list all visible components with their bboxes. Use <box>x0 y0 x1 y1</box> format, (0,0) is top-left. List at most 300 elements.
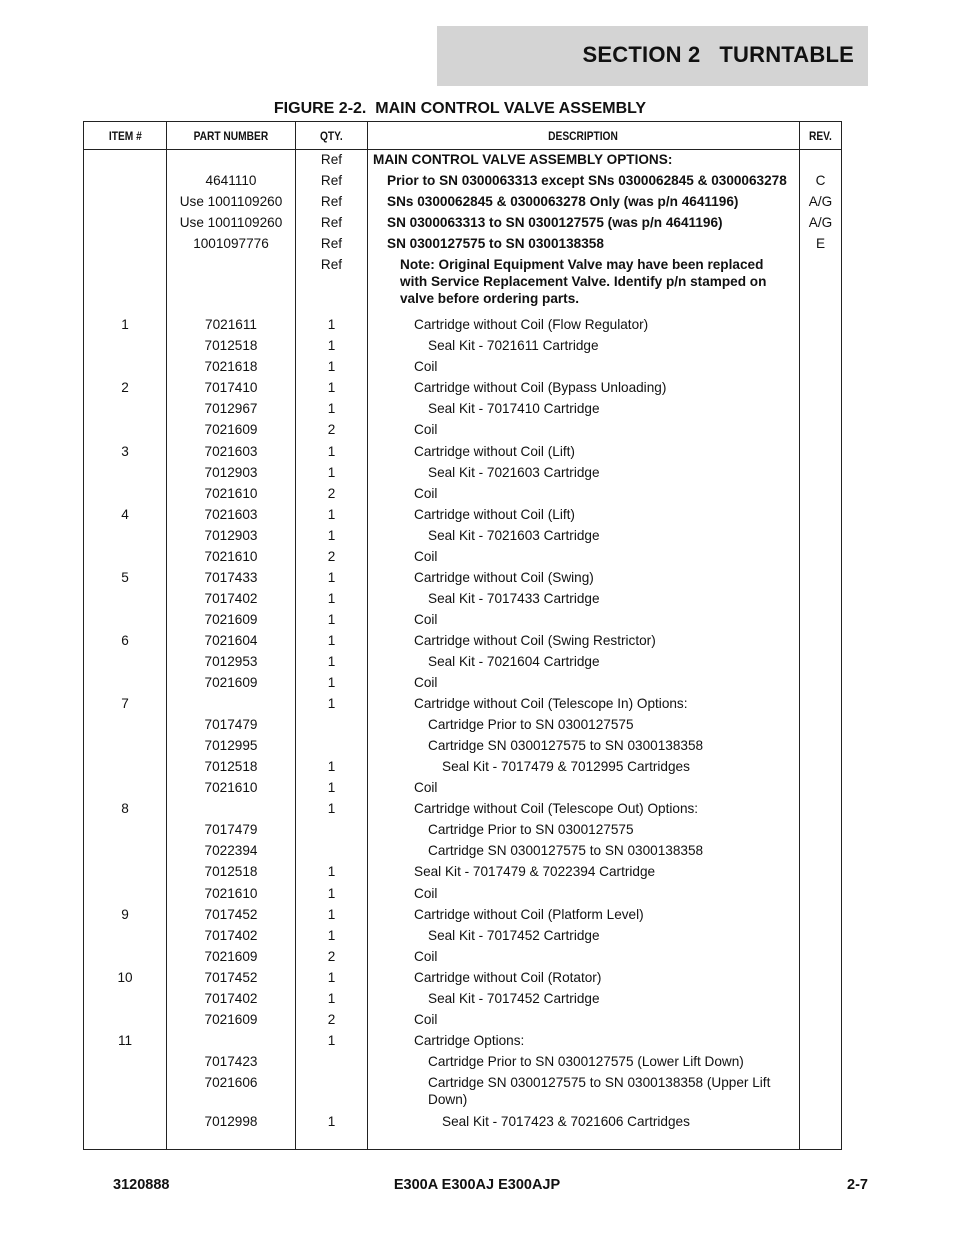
part-number-cell-text: 7021611 <box>205 317 257 333</box>
item-number-cell <box>84 526 167 547</box>
description-cell-text: Cartridge SN 0300127575 to SN 0300138358 <box>428 738 704 754</box>
revision-cell-text <box>800 610 841 613</box>
revision-cell-text <box>800 694 841 697</box>
item-number-cell-text: 1 <box>121 317 129 333</box>
item-number-cell <box>84 736 167 757</box>
table-row <box>84 399 842 420</box>
description-cell <box>368 589 800 610</box>
description-cell-text: Note: Original Equipment Valve may have been replaced with Service Replacement Valve. Identify p/n stamped on valve before ordering parts. <box>400 257 767 307</box>
item-number-cell-text <box>84 484 166 487</box>
table-row <box>84 884 842 905</box>
description-cell <box>368 989 800 1010</box>
part-number-cell-text: 7012903 <box>204 464 258 480</box>
part-number-cell <box>167 589 296 610</box>
quantity-cell <box>296 652 368 673</box>
description-cell-text: Cartridge Prior to SN 0300127575 (Lower Lift Down) <box>428 1053 744 1069</box>
table-row <box>84 947 842 968</box>
item-number-cell-text: 4 <box>121 506 129 522</box>
part-number-cell-text: 7021610 <box>204 485 258 501</box>
item-number-cell <box>84 589 167 610</box>
quantity-cell <box>296 989 368 1010</box>
footer-models: E300A E300AJ E300AJP <box>393 1177 561 1193</box>
description-cell-text: SNs 0300062845 & 0300063278 Only (was p/n 4641196) <box>387 194 739 210</box>
part-number-cell <box>167 526 296 547</box>
part-number-cell-text: 7012967 <box>204 401 258 417</box>
table-row <box>84 1073 842 1112</box>
description-cell <box>368 673 800 694</box>
part-number-cell <box>167 673 296 694</box>
part-number-cell <box>167 1010 296 1031</box>
quantity-cell <box>296 884 368 905</box>
part-number-cell <box>167 736 296 757</box>
part-number-cell <box>167 315 296 336</box>
description-cell <box>368 463 800 484</box>
part-number-cell <box>167 715 296 736</box>
table-row <box>84 505 842 526</box>
quantity-cell-text: 1 <box>327 969 336 985</box>
table-row <box>84 150 842 172</box>
quantity-cell-text <box>296 1073 367 1076</box>
part-number-cell-text: 7017402 <box>204 990 258 1006</box>
table-row <box>84 799 842 820</box>
quantity-cell <box>296 505 368 526</box>
quantity-cell <box>296 1031 368 1052</box>
parts-table-body <box>84 150 842 1150</box>
item-number-cell <box>84 234 167 255</box>
quantity-cell <box>296 171 368 192</box>
part-number-cell-text: 7017402 <box>204 927 258 943</box>
part-number-cell <box>167 926 296 947</box>
revision-cell <box>800 926 842 947</box>
part-number-cell <box>167 484 296 505</box>
table-row <box>84 526 842 547</box>
quantity-cell <box>296 862 368 883</box>
revision-cell-text <box>800 862 841 865</box>
part-number-cell-text <box>167 1031 295 1034</box>
description-cell-text: Cartridge Prior to SN 0300127575 <box>428 717 634 733</box>
description-cell <box>368 336 800 357</box>
column-header-item: ITEM # <box>84 122 167 150</box>
description-cell <box>368 862 800 883</box>
part-number-cell <box>167 1031 296 1052</box>
revision-cell <box>800 315 842 336</box>
footer-page-number: 2-7 <box>847 1177 868 1193</box>
item-number-cell <box>84 1073 167 1112</box>
description-cell-text: Seal Kit - 7017410 Cartridge <box>428 401 600 417</box>
description-cell <box>368 652 800 673</box>
item-number-cell-text <box>84 757 166 760</box>
part-number-cell <box>167 905 296 926</box>
revision-cell-text: A/G <box>808 194 833 210</box>
table-row <box>84 841 842 862</box>
revision-cell <box>800 1052 842 1073</box>
table-row <box>84 420 842 441</box>
item-number-cell-text <box>84 192 166 195</box>
revision-cell <box>800 505 842 526</box>
revision-cell <box>800 255 842 312</box>
part-number-cell <box>167 357 296 378</box>
part-number-cell <box>167 1052 296 1073</box>
description-cell <box>368 1010 800 1031</box>
quantity-cell <box>296 420 368 441</box>
item-number-cell <box>84 213 167 234</box>
description-cell <box>368 484 800 505</box>
item-number-cell <box>84 484 167 505</box>
item-number-cell <box>84 357 167 378</box>
item-number-cell <box>84 399 167 420</box>
quantity-cell-text: Ref <box>320 215 343 231</box>
description-cell <box>368 905 800 926</box>
item-number-cell <box>84 631 167 652</box>
item-number-cell-text: 6 <box>121 632 129 648</box>
revision-cell-text <box>800 547 841 550</box>
revision-cell <box>800 213 842 234</box>
revision-cell-text <box>800 255 841 258</box>
quantity-cell-text: 2 <box>327 485 336 501</box>
part-number-cell <box>167 213 296 234</box>
revision-cell-text <box>800 947 841 950</box>
table-row <box>84 1031 842 1052</box>
part-number-cell-text: 7021606 <box>204 1074 258 1090</box>
description-cell-text: Cartridge without Coil (Flow Regulator) <box>414 317 649 333</box>
quantity-cell <box>296 778 368 799</box>
item-number-cell <box>84 673 167 694</box>
quantity-cell-text: 1 <box>327 317 336 333</box>
revision-cell <box>800 589 842 610</box>
quantity-cell <box>296 610 368 631</box>
part-number-cell-text: 7017452 <box>204 906 258 922</box>
description-cell-text: Cartridge SN 0300127575 to SN 0300138358 (Upper Lift Down) <box>428 1074 771 1107</box>
quantity-cell-text <box>296 736 367 739</box>
revision-cell-text: C <box>815 173 826 189</box>
part-number-cell-text: 7021610 <box>204 548 258 564</box>
revision-cell <box>800 568 842 589</box>
item-number-cell-text: 2 <box>121 380 129 396</box>
part-number-cell <box>167 610 296 631</box>
item-number-cell <box>84 442 167 463</box>
revision-cell <box>800 862 842 883</box>
quantity-cell <box>296 255 368 312</box>
item-number-cell <box>84 968 167 989</box>
revision-cell-text <box>800 905 841 908</box>
item-number-cell-text <box>84 652 166 655</box>
part-number-cell <box>167 150 296 172</box>
part-number-cell <box>167 989 296 1010</box>
item-number-cell-text <box>84 399 166 402</box>
quantity-cell-text: 1 <box>327 527 336 543</box>
revision-cell-text <box>800 1010 841 1013</box>
part-number-cell-text: 7017433 <box>204 569 258 585</box>
quantity-cell <box>296 315 368 336</box>
part-number-cell <box>167 884 296 905</box>
item-number-cell-text <box>84 171 166 174</box>
part-number-cell <box>167 778 296 799</box>
part-number-cell-text: 7021609 <box>204 1011 258 1027</box>
revision-cell-text <box>800 1112 841 1115</box>
quantity-cell-text: 1 <box>327 675 336 691</box>
description-cell <box>368 736 800 757</box>
quantity-cell <box>296 631 368 652</box>
revision-cell-text: A/G <box>808 215 833 231</box>
description-cell <box>368 1112 800 1133</box>
item-number-cell-text <box>84 463 166 466</box>
table-filler-row <box>84 1133 842 1150</box>
quantity-cell <box>296 947 368 968</box>
description-cell-text: Seal Kit - 7017452 Cartridge <box>428 927 600 943</box>
item-number-cell <box>84 841 167 862</box>
table-row <box>84 357 842 378</box>
quantity-cell <box>296 1073 368 1112</box>
description-cell-text: Coil <box>414 485 438 501</box>
description-cell <box>368 947 800 968</box>
part-number-cell <box>167 1112 296 1133</box>
part-number-cell <box>167 841 296 862</box>
description-cell <box>368 778 800 799</box>
revision-cell <box>800 673 842 694</box>
item-number-cell <box>84 989 167 1010</box>
quantity-cell-text: 1 <box>327 801 336 817</box>
filler-cell <box>167 1133 296 1150</box>
revision-cell-text <box>800 442 841 445</box>
revision-cell <box>800 378 842 399</box>
description-cell-text: Cartridge SN 0300127575 to SN 0300138358 <box>428 843 704 859</box>
item-number-cell <box>84 378 167 399</box>
table-row <box>84 484 842 505</box>
revision-cell <box>800 192 842 213</box>
footer-doc-number: 3120888 <box>113 1177 170 1193</box>
section-header-box <box>437 26 868 86</box>
description-cell <box>368 715 800 736</box>
part-number-cell-text: 7017479 <box>204 822 258 838</box>
item-number-cell <box>84 171 167 192</box>
item-number-cell-text <box>84 336 166 339</box>
description-cell <box>368 799 800 820</box>
part-number-cell <box>167 505 296 526</box>
item-number-cell-text: 7 <box>121 696 129 712</box>
part-number-cell-text: 7021610 <box>204 885 258 901</box>
filler-cell <box>296 1133 368 1150</box>
description-cell-text: Coil <box>414 422 438 438</box>
table-row <box>84 336 842 357</box>
quantity-cell-text: 1 <box>327 885 336 901</box>
description-cell <box>368 150 800 172</box>
revision-cell-text <box>800 589 841 592</box>
revision-cell <box>800 526 842 547</box>
description-cell-text: Coil <box>414 548 438 564</box>
table-row <box>84 547 842 568</box>
revision-cell-text <box>800 526 841 529</box>
item-number-cell <box>84 1052 167 1073</box>
revision-cell <box>800 652 842 673</box>
table-row <box>84 378 842 399</box>
quantity-cell <box>296 820 368 841</box>
description-cell-text: Cartridge without Coil (Lift) <box>414 443 575 459</box>
quantity-cell-text: 1 <box>327 1113 336 1129</box>
revision-cell <box>800 694 842 715</box>
revision-cell-text <box>800 799 841 802</box>
revision-cell <box>800 757 842 778</box>
part-number-cell-text: 7021609 <box>204 675 258 691</box>
part-number-cell-text: 7021610 <box>204 780 258 796</box>
revision-cell <box>800 736 842 757</box>
quantity-cell <box>296 213 368 234</box>
quantity-cell-text: 2 <box>327 422 336 438</box>
quantity-cell-text: 1 <box>327 990 336 1006</box>
item-number-cell <box>84 1031 167 1052</box>
revision-cell <box>800 336 842 357</box>
quantity-cell-text: 1 <box>327 864 336 880</box>
revision-cell <box>800 841 842 862</box>
item-number-cell <box>84 505 167 526</box>
description-cell-text: MAIN CONTROL VALVE ASSEMBLY OPTIONS: <box>373 152 673 167</box>
table-row <box>84 1112 842 1133</box>
quantity-cell <box>296 484 368 505</box>
quantity-cell <box>296 589 368 610</box>
item-number-cell-text: 11 <box>117 1032 133 1048</box>
revision-cell-text <box>800 315 841 318</box>
part-number-cell <box>167 378 296 399</box>
quantity-cell-text: 1 <box>327 569 336 585</box>
part-number-cell-text: 7021609 <box>204 611 258 627</box>
quantity-cell-text <box>296 1052 367 1055</box>
description-cell-text: Coil <box>414 611 438 627</box>
quantity-cell <box>296 968 368 989</box>
quantity-cell <box>296 799 368 820</box>
description-cell <box>368 255 800 312</box>
revision-cell <box>800 420 842 441</box>
quantity-cell-text: 1 <box>327 611 336 627</box>
part-number-cell-text: 7012518 <box>204 338 258 354</box>
quantity-cell <box>296 841 368 862</box>
description-cell-text: Cartridge without Coil (Rotator) <box>414 969 602 985</box>
item-number-cell <box>84 420 167 441</box>
item-number-cell-text <box>84 547 166 550</box>
revision-cell-text <box>800 736 841 739</box>
revision-cell <box>800 989 842 1010</box>
item-number-cell <box>84 757 167 778</box>
revision-cell-text <box>800 968 841 971</box>
item-number-cell-text <box>84 778 166 781</box>
revision-cell <box>800 610 842 631</box>
part-number-cell-text <box>167 255 295 258</box>
revision-cell <box>800 399 842 420</box>
revision-cell-text <box>800 884 841 887</box>
part-number-cell-text: 7021603 <box>204 443 258 459</box>
item-number-cell-text <box>84 150 166 153</box>
quantity-cell <box>296 736 368 757</box>
table-row <box>84 463 842 484</box>
part-number-cell-text: 7021604 <box>204 632 258 648</box>
part-number-cell <box>167 694 296 715</box>
item-number-cell <box>84 255 167 312</box>
description-cell-text: Seal Kit - 7017479 & 7022394 Cartridge <box>414 864 656 880</box>
table-row <box>84 862 842 883</box>
quantity-cell <box>296 1052 368 1073</box>
item-number-cell-text: 3 <box>121 443 129 459</box>
quantity-cell-text <box>296 820 367 823</box>
part-number-cell <box>167 799 296 820</box>
quantity-cell <box>296 150 368 172</box>
quantity-cell-text: 1 <box>327 506 336 522</box>
description-cell-text: Seal Kit - 7017479 & 7012995 Cartridges <box>442 759 690 775</box>
revision-cell <box>800 357 842 378</box>
revision-cell-text <box>800 757 841 760</box>
revision-cell-text <box>800 357 841 360</box>
revision-cell <box>800 1112 842 1133</box>
revision-cell <box>800 820 842 841</box>
part-number-cell-text: 7021618 <box>204 359 258 375</box>
table-row <box>84 568 842 589</box>
item-number-cell-text <box>84 1073 166 1076</box>
quantity-cell-text: 2 <box>327 548 336 564</box>
description-cell <box>368 884 800 905</box>
description-cell-text: Cartridge without Coil (Telescope In) Options: <box>414 696 688 712</box>
parts-table <box>83 121 842 1150</box>
revision-cell <box>800 1031 842 1052</box>
quantity-cell-text: Ref <box>320 257 343 273</box>
description-cell <box>368 442 800 463</box>
item-number-cell-text <box>84 715 166 718</box>
part-number-cell-text: 7012953 <box>204 653 258 669</box>
description-cell-text: Seal Kit - 7017452 Cartridge <box>428 990 600 1006</box>
revision-cell <box>800 799 842 820</box>
description-cell <box>368 192 800 213</box>
description-cell-text: Coil <box>414 675 438 691</box>
description-cell <box>368 526 800 547</box>
revision-cell-text <box>800 820 841 823</box>
quantity-cell-text: 2 <box>327 1011 336 1027</box>
item-number-cell <box>84 463 167 484</box>
part-number-cell-text: Use 1001109260 <box>179 194 283 210</box>
part-number-cell-text: 7012518 <box>204 864 258 880</box>
item-number-cell-text <box>84 736 166 739</box>
table-row <box>84 757 842 778</box>
quantity-cell-text: 2 <box>327 948 336 964</box>
revision-cell-text <box>800 841 841 844</box>
part-number-cell <box>167 968 296 989</box>
description-cell <box>368 357 800 378</box>
description-cell <box>368 505 800 526</box>
item-number-cell <box>84 799 167 820</box>
part-number-cell <box>167 171 296 192</box>
description-cell <box>368 968 800 989</box>
description-cell-text: Cartridge without Coil (Platform Level) <box>414 906 644 922</box>
description-cell-text: Prior to SN 0300063313 except SNs 0300062845 & 0300063278 <box>387 173 787 189</box>
description-cell <box>368 171 800 192</box>
table-row <box>84 255 842 312</box>
description-cell-text: Cartridge Prior to SN 0300127575 <box>428 822 634 838</box>
quantity-cell-text: 1 <box>327 359 336 375</box>
part-number-cell <box>167 463 296 484</box>
part-number-cell <box>167 652 296 673</box>
item-number-cell <box>84 336 167 357</box>
revision-cell-text <box>800 484 841 487</box>
revision-cell-text: E <box>815 236 826 252</box>
description-cell <box>368 631 800 652</box>
quantity-cell-text: Ref <box>320 152 343 167</box>
description-cell-text: Cartridge Options: <box>414 1032 525 1048</box>
part-number-cell-text: 4641110 <box>205 173 257 189</box>
revision-cell-text <box>800 652 841 655</box>
description-cell-text: Cartridge without Coil (Bypass Unloading) <box>414 380 667 396</box>
quantity-cell <box>296 757 368 778</box>
part-number-cell-text: 7017410 <box>204 380 258 396</box>
quantity-cell-text: Ref <box>320 194 343 210</box>
description-cell-text: Cartridge without Coil (Swing Restrictor) <box>414 632 656 648</box>
part-number-cell <box>167 631 296 652</box>
quantity-cell <box>296 357 368 378</box>
revision-cell <box>800 778 842 799</box>
